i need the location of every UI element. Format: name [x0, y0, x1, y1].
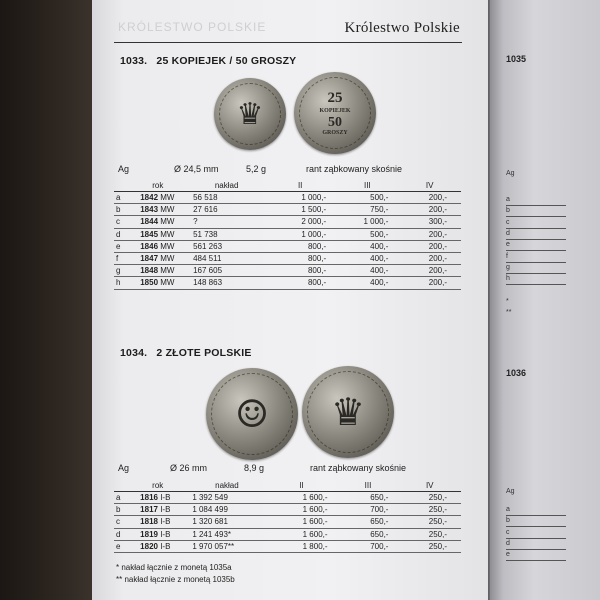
row-price-iii: 500,-: [336, 192, 398, 204]
row-price-ii: 800,-: [264, 240, 336, 252]
entry-1033-number: 1033.: [120, 55, 148, 67]
next-page-row-letter: a: [506, 196, 510, 203]
book-left-edge: [0, 0, 92, 600]
next-page-note-1: *: [506, 298, 509, 305]
col-letter: [114, 480, 138, 492]
row-letter: g: [114, 265, 138, 277]
next-page-row-letter: f: [506, 252, 508, 260]
col-mintage: nakład: [188, 480, 265, 492]
row-price-iii: 500,-: [336, 228, 398, 240]
next-page-entry-2: 1036: [506, 368, 527, 378]
entry-1034-title: [120, 347, 252, 359]
row-year: [138, 228, 189, 240]
col-grade-iii: III: [338, 480, 399, 492]
row-price-iii: 400,-: [336, 277, 398, 289]
row-mintage: 1 392 549: [188, 492, 265, 504]
coin-1034-obverse-image: [206, 368, 298, 460]
row-price-ii: 1 000,-: [264, 228, 336, 240]
weight: 5,2 g: [246, 164, 267, 174]
year-value: 1820: [140, 541, 158, 551]
next-page-row-letter: c: [506, 528, 510, 536]
mint-mark: I-B: [160, 505, 171, 515]
entry-1034-rows: [114, 492, 461, 553]
next-page-row-letter: g: [506, 263, 510, 271]
row-year: [138, 204, 189, 216]
row-price-ii: 800,-: [264, 277, 336, 289]
row-year: [138, 265, 189, 277]
entry-1033-table: [114, 180, 461, 290]
weight: 8,9 g: [244, 463, 265, 473]
next-page-row-rule: [506, 216, 566, 217]
row-year: [138, 240, 189, 252]
mint-mark: MW: [160, 193, 175, 203]
mint-mark: I-B: [160, 541, 171, 551]
row-price-iv: 200,-: [398, 277, 461, 289]
mint-mark: MW: [160, 278, 175, 288]
coin-1034-reverse-image: [302, 366, 394, 458]
next-page-row-rule: [506, 250, 566, 251]
row-price-iii: 650,-: [338, 528, 399, 540]
row-letter: c: [114, 216, 138, 228]
row-mintage: 167 605: [189, 265, 264, 277]
mint-mark: MW: [160, 254, 175, 264]
row-price-ii: 1 600,-: [266, 504, 338, 516]
table-row: [114, 492, 461, 504]
row-price-iv: 250,-: [398, 528, 461, 540]
eagle-emblem-icon: ♛: [330, 390, 366, 434]
row-price-iii: 400,-: [336, 252, 398, 264]
year-value: 1846: [140, 241, 159, 251]
mint-mark: I-B: [160, 493, 171, 503]
catalog-page: [92, 0, 490, 600]
row-mintage: 1 320 681: [188, 516, 265, 528]
entry-1034-table: [114, 480, 461, 553]
col-grade-ii: II: [266, 480, 338, 492]
row-price-ii: 1 000,-: [264, 192, 336, 204]
next-page-row-letter: b: [506, 207, 510, 215]
year-value: 1843: [140, 205, 159, 215]
row-year: [138, 192, 189, 204]
table-row: [114, 277, 461, 289]
footnote-2: ** nakład łącznie z monetą 1035b: [116, 575, 235, 584]
row-price-ii: 800,-: [264, 265, 336, 277]
mint-mark: MW: [160, 266, 175, 276]
next-page-row-rule: [506, 284, 566, 285]
edge-description: rant ząbkowany skośnie: [310, 463, 407, 473]
coin-1033-denomination-a: 25: [327, 89, 343, 106]
table-header: [114, 180, 461, 192]
coin-1033-unit-a: KOPIEJEK: [319, 107, 351, 114]
row-price-iv: 200,-: [398, 192, 461, 204]
next-page-row-rule: [506, 239, 566, 240]
table-row: [114, 265, 461, 277]
row-mintage: 51 738: [189, 228, 264, 240]
year-value: 1848: [140, 266, 159, 276]
row-price-iii: 400,-: [336, 265, 398, 277]
year-value: 1816: [140, 493, 158, 503]
table-row: [114, 528, 461, 540]
table-row: [114, 252, 461, 264]
next-page-entry-1: 1035: [506, 54, 527, 64]
row-price-iv: 300,-: [398, 216, 461, 228]
next-page-row-letter: d: [506, 539, 510, 547]
next-page-row-rule: [506, 262, 566, 263]
row-price-ii: 1 600,-: [266, 516, 338, 528]
row-letter: d: [114, 528, 138, 540]
row-price-iv: 200,-: [398, 228, 461, 240]
next-page-row-letter: c: [506, 218, 510, 226]
next-page-row-rule: [506, 538, 566, 539]
col-grade-ii: II: [264, 180, 336, 192]
table-row: [114, 204, 461, 216]
col-year: rok: [138, 480, 188, 492]
edge-description: rant ząbkowany skośnie: [306, 164, 403, 174]
diameter: Ø 24,5 mm: [174, 164, 219, 174]
next-page-row-rule: [506, 228, 566, 229]
year-value: 1842: [140, 193, 159, 203]
eagle-emblem-icon: ♛: [236, 96, 264, 132]
year-value: 1845: [140, 229, 159, 239]
header-rule: [114, 42, 462, 43]
coin-1033-denomination-b: 50: [328, 114, 342, 130]
row-mintage: ?: [189, 216, 264, 228]
year-value: 1818: [140, 517, 158, 527]
row-letter: e: [114, 540, 138, 552]
entry-1033-rows: [114, 192, 461, 290]
row-year: [138, 277, 189, 289]
table-row: [114, 540, 461, 552]
row-year: [138, 492, 188, 504]
table-row: [114, 216, 461, 228]
next-page-row-rule: [506, 273, 566, 274]
table-row: [114, 516, 461, 528]
row-price-iii: 1 000,-: [336, 216, 398, 228]
row-letter: c: [114, 516, 138, 528]
row-letter: b: [114, 504, 138, 516]
table-row: [114, 192, 461, 204]
row-price-iii: 700,-: [338, 540, 399, 552]
row-year: [138, 252, 189, 264]
next-page-row-letter: h: [506, 275, 510, 283]
row-letter: d: [114, 228, 138, 240]
row-price-iii: 700,-: [338, 504, 399, 516]
row-letter: e: [114, 240, 138, 252]
table-row: [114, 504, 461, 516]
col-year: rok: [138, 180, 189, 192]
row-price-iv: 200,-: [398, 265, 461, 277]
row-year: [138, 528, 188, 540]
coin-1033-obverse-image: [214, 78, 286, 150]
col-mintage: nakład: [189, 180, 264, 192]
next-page-row-rule: [506, 526, 566, 527]
row-year: [138, 504, 188, 516]
entry-1033-title: [120, 55, 296, 67]
year-value: 1850: [140, 278, 159, 288]
next-page-metal-1: Ag: [506, 170, 515, 177]
row-letter: h: [114, 277, 138, 289]
portrait-icon: ☺: [234, 392, 270, 436]
coin-1033-unit-b: GROSZY: [322, 129, 348, 136]
row-price-ii: 1 500,-: [264, 204, 336, 216]
next-page-row-letter: a: [506, 506, 510, 513]
mint-mark: I-B: [160, 529, 171, 539]
row-price-iii: 400,-: [336, 240, 398, 252]
row-price-iv: 200,-: [398, 240, 461, 252]
mint-mark: MW: [160, 229, 175, 239]
col-grade-iv: IV: [398, 480, 461, 492]
mint-mark: MW: [160, 217, 175, 227]
row-price-ii: 1 600,-: [266, 492, 338, 504]
row-price-iv: 250,-: [398, 492, 461, 504]
next-page-row-letter: e: [506, 241, 510, 249]
row-letter: b: [114, 204, 138, 216]
entry-1034-name: 2 ZŁOTE POLSKIE: [156, 347, 252, 359]
footnote-1: * nakład łącznie z monetą 1035a: [116, 563, 232, 572]
row-mintage: 484 511: [189, 252, 264, 264]
table-row: [114, 240, 461, 252]
row-price-iii: 750,-: [336, 204, 398, 216]
row-price-ii: 2 000,-: [264, 216, 336, 228]
row-price-iv: 250,-: [398, 540, 461, 552]
table-header: [114, 480, 461, 492]
ghost-running-title: KRÓLESTWO POLSKIE: [118, 20, 267, 34]
row-price-ii: 800,-: [264, 252, 336, 264]
row-year: [138, 516, 188, 528]
row-mintage: 148 863: [189, 277, 264, 289]
entry-1034-number: 1034.: [120, 347, 148, 359]
next-page-row-letter: d: [506, 229, 510, 237]
row-mintage: 27 616: [189, 204, 264, 216]
diameter: Ø 26 mm: [170, 463, 208, 473]
next-page-row-rule: [506, 560, 566, 561]
running-title: Królestwo Polskie: [344, 20, 460, 36]
row-price-ii: 1 800,-: [266, 540, 338, 552]
year-value: 1817: [140, 505, 158, 515]
next-page-row-rule: [506, 205, 566, 206]
mint-mark: I-B: [160, 517, 171, 527]
mint-mark: MW: [160, 241, 175, 251]
row-letter: a: [114, 192, 138, 204]
row-mintage: 561 263: [189, 240, 264, 252]
mint-mark: MW: [160, 205, 175, 215]
row-price-iv: 200,-: [398, 204, 461, 216]
next-page-note-2: **: [506, 309, 512, 316]
row-price-iii: 650,-: [338, 492, 399, 504]
row-price-iv: 250,-: [398, 504, 461, 516]
row-letter: a: [114, 492, 138, 504]
metal: Ag: [118, 164, 130, 174]
row-mintage: 1 241 493*: [188, 528, 265, 540]
col-letter: [114, 180, 138, 192]
year-value: 1847: [140, 254, 159, 264]
metal: Ag: [118, 463, 130, 473]
next-page-row-rule: [506, 549, 566, 550]
row-year: [138, 216, 189, 228]
next-page-edge: [490, 0, 600, 600]
row-mintage: 56 518: [189, 192, 264, 204]
next-page-row-letter: b: [506, 517, 510, 525]
col-grade-iii: III: [336, 180, 398, 192]
year-value: 1819: [140, 529, 158, 539]
row-letter: f: [114, 252, 138, 264]
row-price-iv: 250,-: [398, 516, 461, 528]
row-price-iv: 200,-: [398, 252, 461, 264]
col-grade-iv: IV: [398, 180, 461, 192]
row-mintage: 1 970 057**: [188, 540, 265, 552]
row-year: [138, 540, 188, 552]
row-price-ii: 1 600,-: [266, 528, 338, 540]
entry-1033-name: 25 KOPIEJEK / 50 GROSZY: [156, 55, 297, 67]
next-page-row-rule: [506, 515, 566, 516]
coin-1033-reverse-image: [294, 72, 376, 154]
year-value: 1844: [140, 217, 159, 227]
row-price-iii: 650,-: [338, 516, 399, 528]
next-page-row-letter: e: [506, 551, 510, 559]
next-page-metal-2: Ag: [506, 488, 515, 495]
row-mintage: 1 084 499: [188, 504, 265, 516]
coin-1033-reverse-inscription: [294, 72, 376, 154]
table-row: [114, 228, 461, 240]
